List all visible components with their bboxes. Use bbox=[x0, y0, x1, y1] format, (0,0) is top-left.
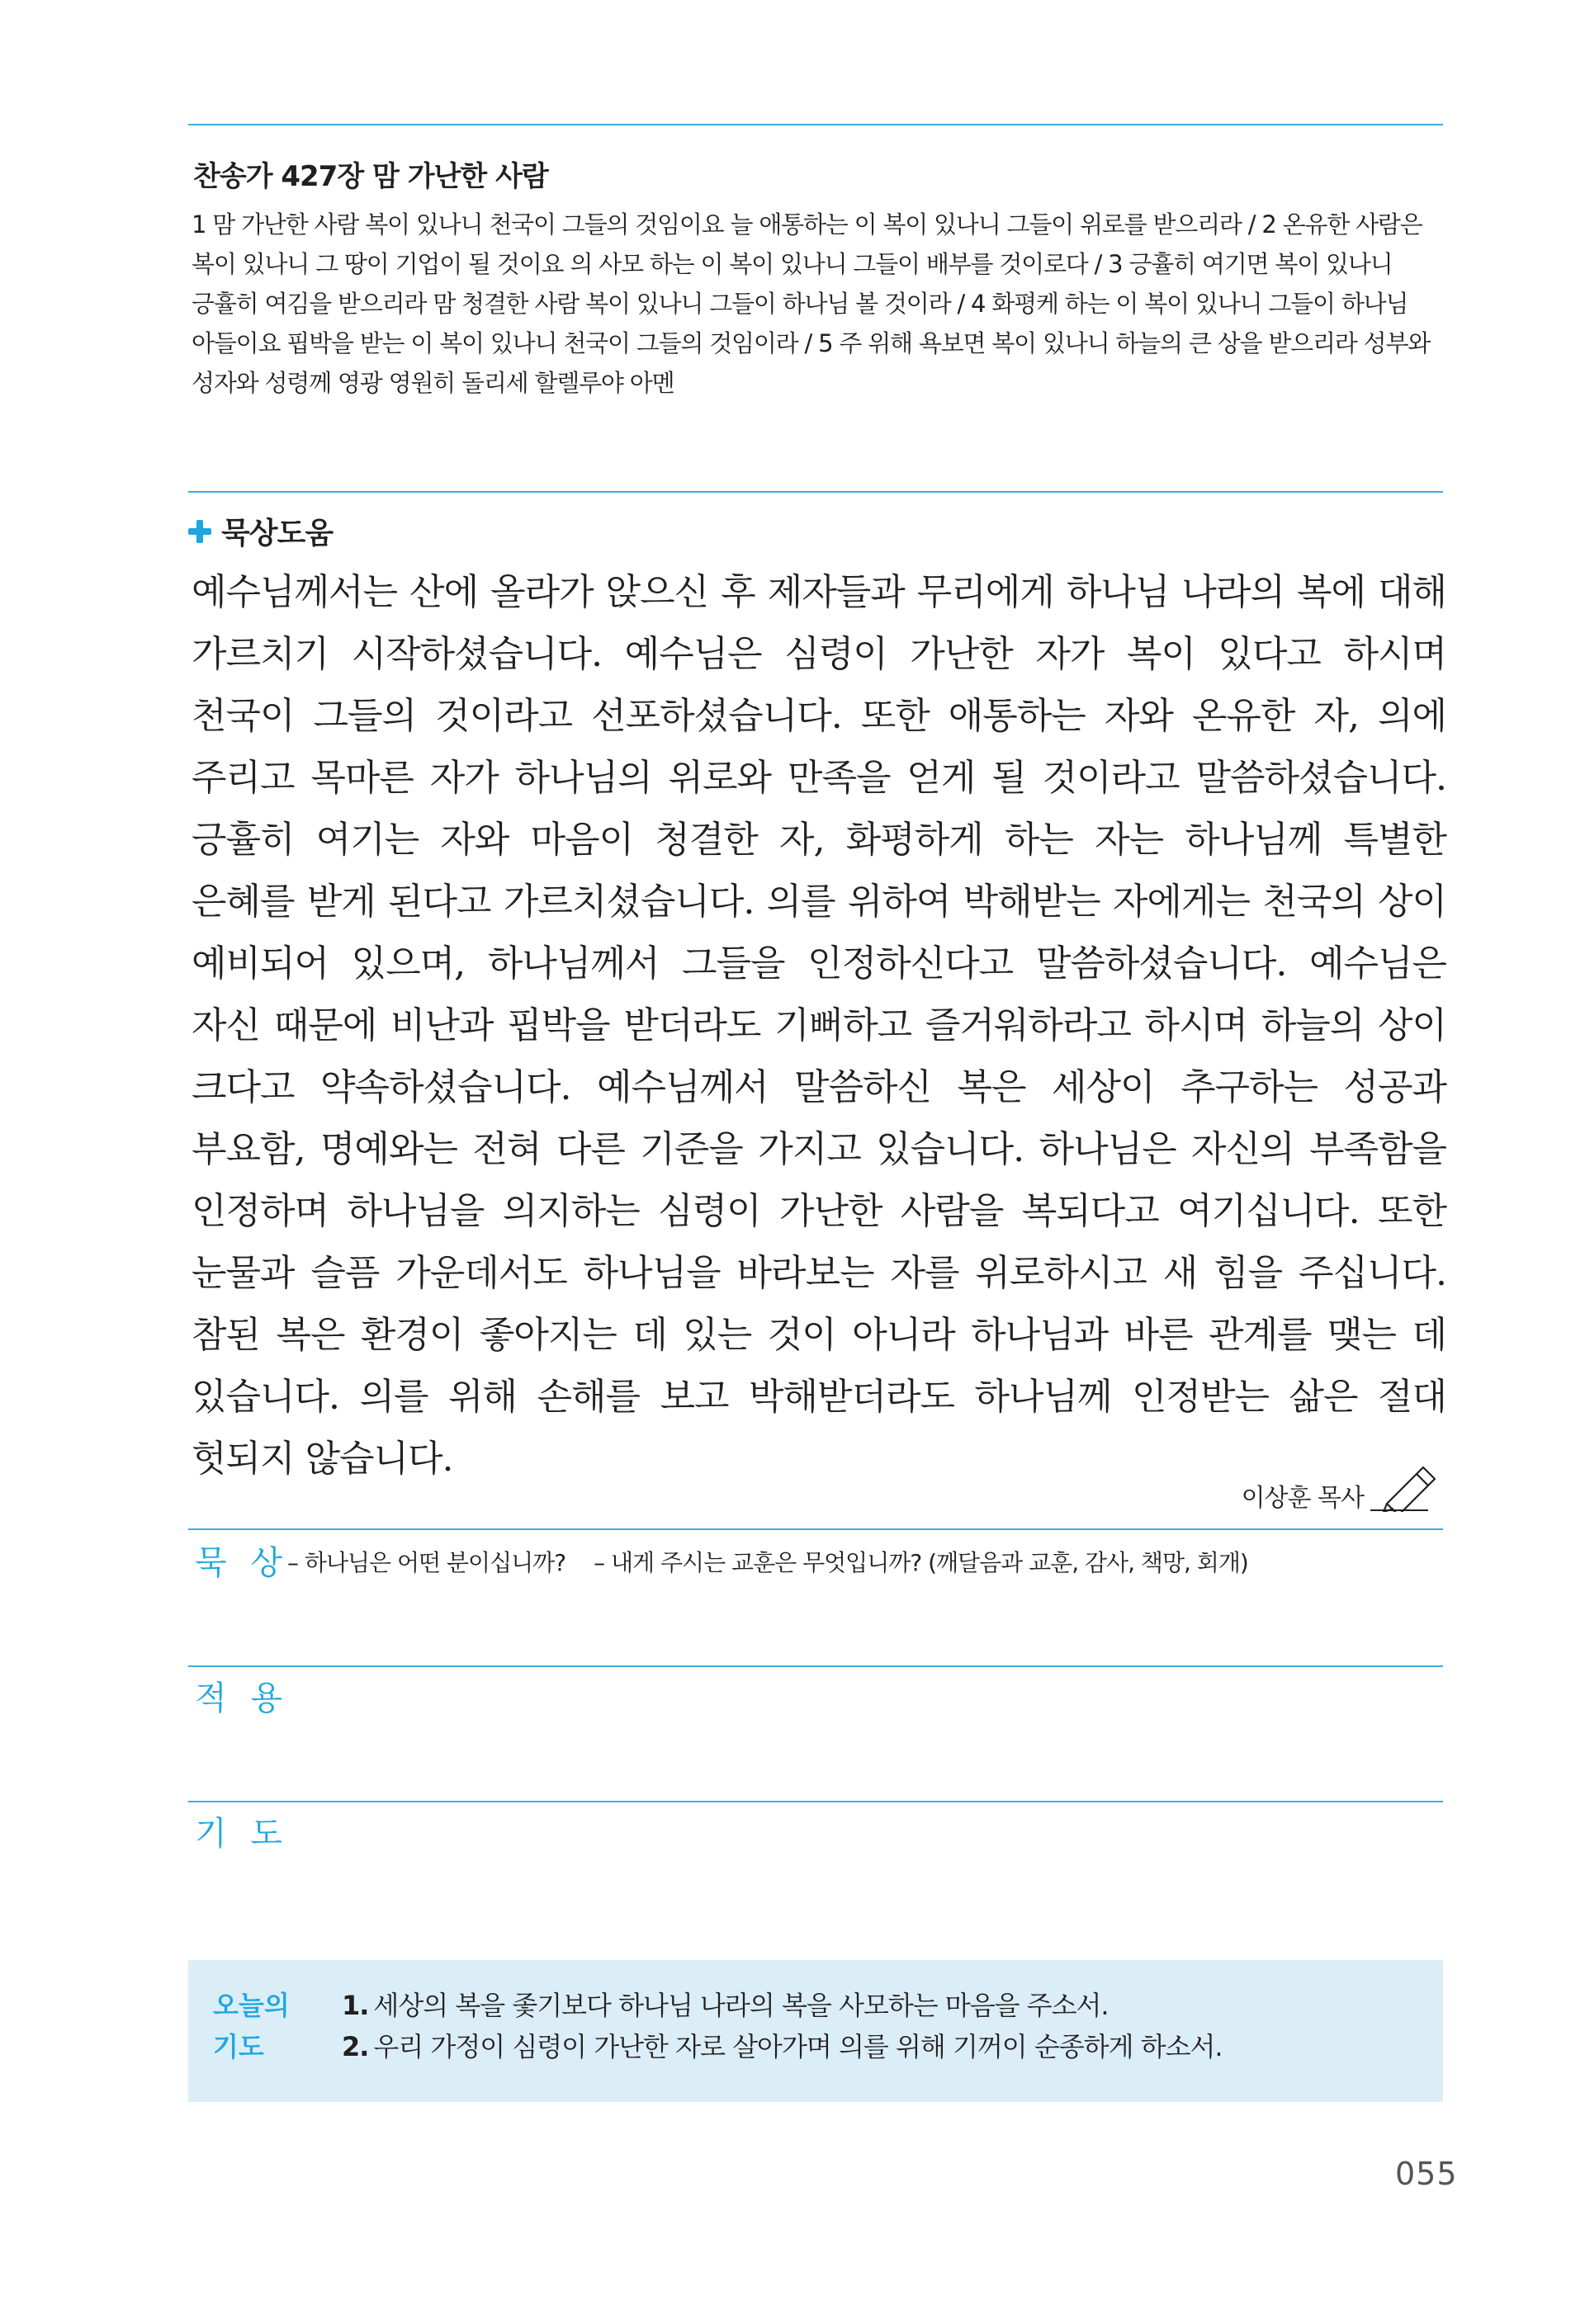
devotion-title: 묵상도움 bbox=[221, 517, 334, 550]
prayer-item-1 bbox=[342, 1985, 1223, 2026]
today-prayer-label-line2: 기도 bbox=[213, 2031, 264, 2062]
today-prayer-box bbox=[188, 1960, 1443, 2102]
hymn-title: 찬송가 427장 맘 가난한 사람 bbox=[193, 160, 548, 193]
prayer-item-1-number: 1. bbox=[342, 1990, 369, 2021]
apply-rule bbox=[188, 1665, 1443, 1667]
today-prayer-items bbox=[342, 1985, 1223, 2067]
pray-label: 기 도 bbox=[195, 1815, 289, 1853]
plus-icon bbox=[188, 520, 211, 543]
today-prayer-label bbox=[213, 1985, 312, 2067]
meditate-questions bbox=[287, 1545, 1248, 1578]
prayer-item-1-text: 세상의 복을 좇기보다 하나님 나라의 복을 사모하는 마음을 주소서. bbox=[373, 1990, 1109, 2021]
prayer-item-2-text: 우리 가정이 심령이 가난한 자로 살아가며 의를 위해 기꺼이 순종하게 하소서. bbox=[373, 2031, 1223, 2062]
meditate-question-1: – 하나님은 어떤 분이십니까? bbox=[287, 1549, 566, 1576]
devotion-body: 예수님께서는 산에 올라가 앉으신 후 제자들과 무리에게 하나님 나라의 복에 대해 가르치기 시작하셨습니다. 예수님은 심령이 가난한 자가 복이 있다고 하시며 천국이 그들의 것이라고 선포하셨습니다. 또한 애통하는 자와 온유한 자, 의에 주리고 목마른 자가 하나님의 위로와 만족을 얻게 될 것이라고 말씀하셨습니다. 긍휼히 여기는 자와 마음이 청결한 자, 화평하게 하는 자는 하나님께 특별한 은혜를 받게 된다고 가르치셨습니다. 의를 위하여 박해받는 자에게는 천국의 상이 예비되어 있으며, 하나님께서 그들을 인정하신다고 말씀하셨습니다. 예수님은 자신 때문에 비난과 핍박을 받더라도 기뻐하고 즐거워하라고 하시며 하늘의 상이 크다고 약속하셨습니다. 예수님께서 말씀하신 복은 세상이 추구하는 성공과 부요함, 명예와는 전혀 다른 기준을 가지고 있습니다. 하나님은 자신의 부족함을 인정하며 하나님을 의지하는 심령이 가난한 사람을 복되다고 여기십니다. 또한 눈물과 슬픔 가운데서도 하나님을 바라보는 자를 위로하시고 새 힘을 주십니다. 참된 복은 환경이 좋아지는 데 있는 것이 아니라 하나님과 바른 관계를 맺는 데 있습니다. 의를 위해 손해를 보고 박해받더라도 하나님께 인정받는 삶은 절대 헛되지 않습니다. bbox=[192, 571, 1446, 1480]
apply-label: 적 용 bbox=[195, 1679, 289, 1717]
hymn-lyrics: 1 맘 가난한 사람 복이 있나니 천국이 그들의 것임이요 늘 애통하는 이 복이 있나니 그들이 위로를 받으리라 / 2 온유한 사람은 복이 있나니 그 땅이 기업이 될 것이요 의 사모 하는 이 복이 있나니 그들이 배부를 것이로다 / 3 긍휼히 여기면 복이 있나니 긍휼히 여김을 받으리라 맘 청결한 사람 복이 있나니 그들이 하나님 볼 것이라 / 4 화평케 하는 이 복이 있나니 그들이 하나님 아들이요 핍박을 받는 이 복이 있나니 천국이 그들의 것임이라 / 5 주 위해 욕보면 복이 있나니 하늘의 큰 상을 받으리라 성부와 성자와 성령께 영광 영원히 돌리세 할렐루야 아멘 bbox=[192, 210, 1431, 397]
prayer-item-2-number: 2. bbox=[342, 2031, 369, 2062]
devotion-header bbox=[188, 510, 333, 552]
prayer-item-2 bbox=[342, 2026, 1223, 2067]
author-name: 이상훈 목사 bbox=[1241, 1484, 1364, 1513]
hymn-bottom-rule bbox=[188, 491, 1443, 493]
pray-rule bbox=[188, 1801, 1443, 1802]
top-rule bbox=[188, 124, 1443, 125]
pencil-icon bbox=[1370, 1462, 1441, 1512]
meditate-rule bbox=[188, 1528, 1443, 1530]
today-prayer-label-line1: 오늘의 bbox=[213, 1990, 290, 2021]
meditate-question-2: – 내게 주시는 교훈은 무엇입니까? (깨달음과 교훈, 감사, 책망, 회개) bbox=[594, 1549, 1248, 1576]
page-number: 055 bbox=[1395, 2156, 1458, 2192]
meditate-label: 묵 상 bbox=[195, 1544, 289, 1582]
